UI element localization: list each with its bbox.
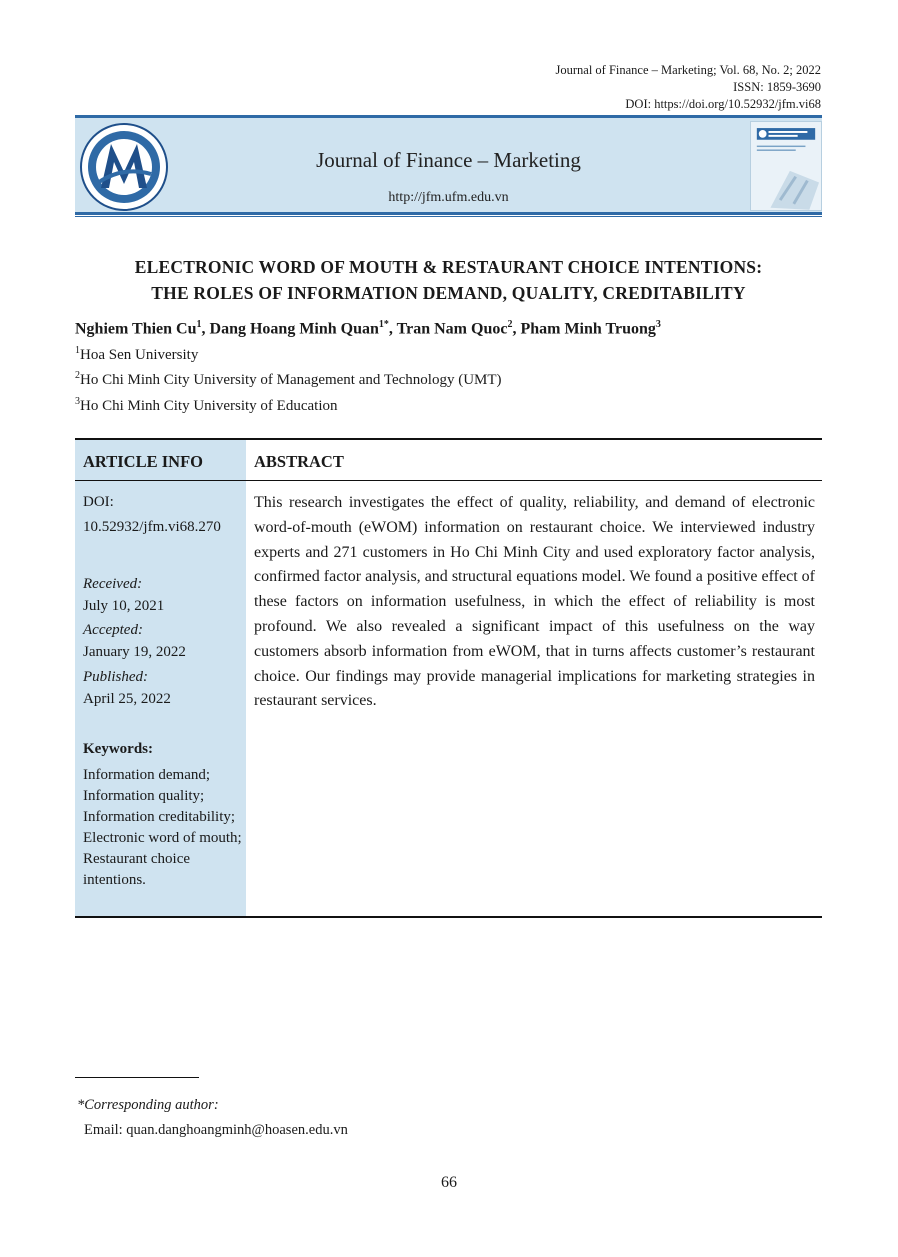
journal-citation: Journal of Finance – Marketing; Vol. 68, No. 2; 2022 <box>555 63 821 77</box>
affiliation-mark: 2 <box>75 370 80 381</box>
footnote-divider <box>75 1077 199 1078</box>
journal-cover-thumbnail-icon <box>750 121 822 211</box>
author-name: Nghiem Thien Cu <box>75 320 197 338</box>
banner-divider <box>75 212 822 217</box>
title-line-2: THE ROLES OF INFORMATION DEMAND, QUALITY, CREDITABILITY <box>151 283 746 303</box>
keywords-text: Information demand; Information quality; Information creditability; Electronic word of mouth; Restaurant choice intentions. <box>83 767 242 888</box>
author-separator: , <box>201 320 210 338</box>
abstract-text: This research investigates the effect of quality, reliability, and demand of electronic word-of-mouth (eWOM) information on restaurant choice. We interviewed industry experts and 271 customers in Ho Chi Minh City and used exploratory factor analysis, confirmed factor analysis, and structural equations model. We found a positive effect of these factors on information usefulness, in which the effect of reliability is most profound. We also revealed a significant impact of this usefulness on the way customers absorb information from eWOM, that in turns affects customer’s restaurant choice. Our findings may provide managerial implications for marketing strategies in restaurant services. <box>254 494 815 710</box>
journal-url[interactable]: http://jfm.ufm.edu.vn <box>388 190 509 205</box>
affiliation <box>75 345 198 364</box>
author-separator: , <box>512 320 521 338</box>
corresponding-author-label: *Corresponding author: <box>77 1097 219 1113</box>
journal-banner <box>75 115 822 212</box>
author-list <box>75 319 661 338</box>
affiliation <box>75 370 502 389</box>
affiliation-text: Ho Chi Minh City University of Education <box>80 398 338 414</box>
abstract-heading: ABSTRACT <box>254 452 344 471</box>
author-separator: , <box>388 320 397 338</box>
doi-value[interactable]: 10.52932/jfm.vi68.270 <box>83 519 221 535</box>
author-name: Tran Nam Quoc <box>396 320 508 338</box>
author-affiliation-mark: 3 <box>655 319 661 330</box>
author-affiliation-mark: 2 <box>507 319 513 330</box>
author-name: Pham Minh Truong <box>520 320 656 338</box>
accepted-label: Accepted: <box>83 622 143 638</box>
page-number: 66 <box>441 1174 457 1191</box>
journal-name: Journal of Finance – Marketing <box>316 148 581 172</box>
published-label: Published: <box>83 669 148 685</box>
journal-doi: DOI: https://doi.org/10.52932/jfm.vi68 <box>625 97 821 111</box>
published-date: April 25, 2022 <box>83 691 171 707</box>
affiliation-text: Ho Chi Minh City University of Management and Technology (UMT) <box>80 372 502 388</box>
issn: ISSN: 1859-3690 <box>733 80 821 94</box>
doi-label: DOI: <box>83 494 114 510</box>
title-line-1: ELECTRONIC WORD OF MOUTH & RESTAURANT CHOICE INTENTIONS: <box>134 257 763 277</box>
author-name: Dang Hoang Minh Quan <box>209 320 379 338</box>
author-affiliation-mark: 1* <box>378 319 389 330</box>
citation-block <box>556 62 822 113</box>
affiliation-mark: 1 <box>75 345 80 356</box>
article-info-heading: ARTICLE INFO <box>83 452 203 471</box>
article-info-table <box>75 438 822 918</box>
author-affiliation-mark: 1 <box>196 319 202 330</box>
received-label: Received: <box>83 576 143 592</box>
affiliation-mark: 3 <box>75 396 80 407</box>
corresponding-author-email[interactable]: Email: quan.danghoangminh@hoasen.edu.vn <box>84 1122 348 1138</box>
table-header-divider <box>75 480 822 481</box>
article-title <box>75 254 822 306</box>
received-date: July 10, 2021 <box>83 598 165 614</box>
keywords-label: Keywords: <box>83 741 153 757</box>
affiliation <box>75 396 337 415</box>
affiliation-text: Hoa Sen University <box>80 347 199 363</box>
accepted-date: January 19, 2022 <box>83 644 186 660</box>
